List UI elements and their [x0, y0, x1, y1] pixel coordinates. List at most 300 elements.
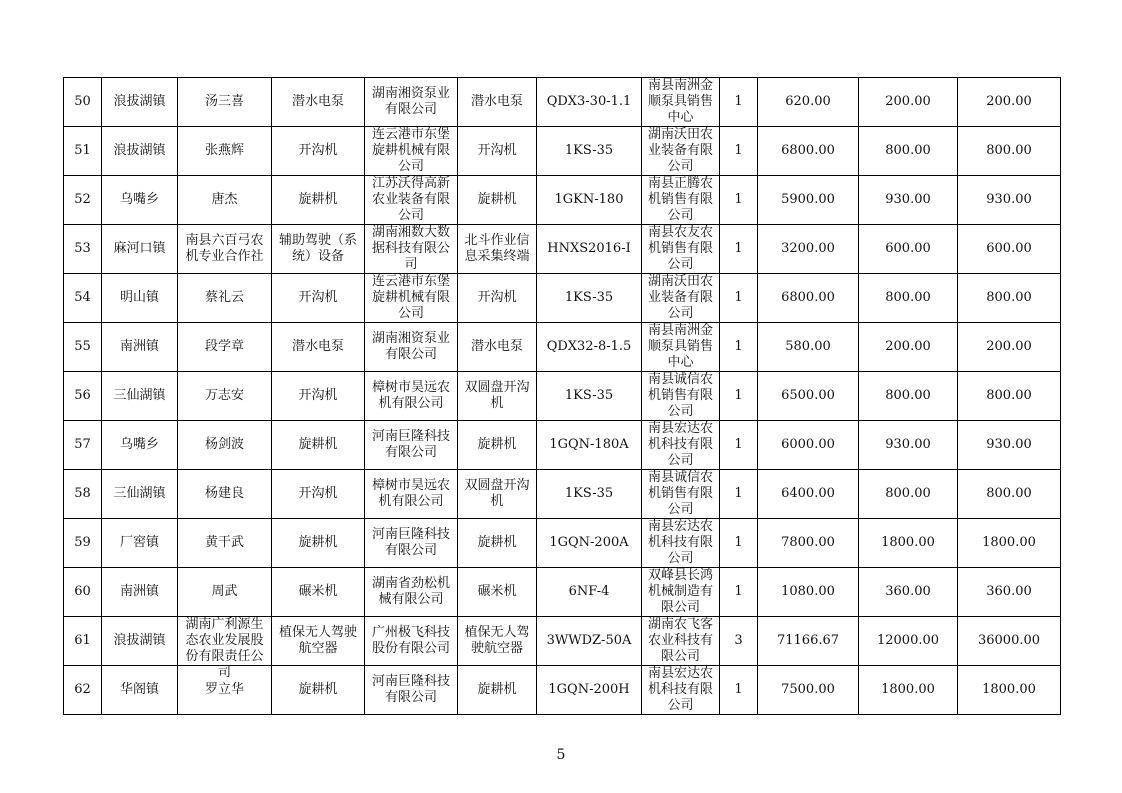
total-cell: [958, 470, 1061, 519]
town-cell-text: 明山镇: [119, 290, 159, 305]
maker-cell: [365, 519, 458, 568]
row-number: [64, 568, 102, 617]
price-cell: [758, 323, 859, 372]
product-cell-text: 潜水电泵: [470, 339, 523, 354]
buyer-cell: [178, 127, 272, 176]
product-cell-text: 开沟机: [477, 143, 517, 158]
table-row: [64, 519, 1061, 568]
dealer-cell: [642, 519, 720, 568]
subsidy-cell-text: 800.00: [885, 290, 931, 305]
row-number-text: 57: [74, 437, 91, 452]
model-cell-text: QDX3-30-1.1: [546, 94, 632, 109]
product-cell: [458, 519, 537, 568]
buyer-cell: [178, 421, 272, 470]
quantity-cell: [720, 617, 758, 666]
category-cell-text: 潜水电泵: [291, 339, 344, 354]
price-cell-text: 6000.00: [781, 437, 835, 452]
row-number: [64, 666, 102, 715]
buyer-cell: [178, 372, 272, 421]
category-cell: [272, 470, 365, 519]
dealer-cell-text: 湖南沃田农业装备有限公司: [647, 274, 713, 321]
dealer-cell-text: 南县宏达农机科技有限公司: [647, 666, 713, 713]
table-row: [64, 127, 1061, 176]
table-row: [64, 176, 1061, 225]
category-cell-text: 开沟机: [298, 388, 338, 403]
category-cell: [272, 519, 365, 568]
buyer-cell-text: 罗立华: [204, 682, 244, 697]
quantity-cell: [720, 372, 758, 421]
price-cell: [758, 274, 859, 323]
model-cell-text: 6NF-4: [568, 584, 610, 599]
total-cell-text: 1800.00: [982, 535, 1036, 550]
quantity-cell-text: 1: [734, 682, 743, 697]
dealer-cell: [642, 127, 720, 176]
category-cell-text: 旋耕机: [298, 437, 338, 452]
category-cell-text: 旋耕机: [298, 682, 338, 697]
total-cell-text: 800.00: [986, 143, 1032, 158]
row-number: [64, 127, 102, 176]
category-cell: [272, 127, 365, 176]
model-cell-text: 1GKN-180: [554, 192, 624, 207]
table-row: [64, 568, 1061, 617]
town-cell-text: 南洲镇: [119, 339, 159, 354]
row-number: [64, 470, 102, 519]
price-cell-text: 6800.00: [781, 290, 835, 305]
total-cell-text: 930.00: [986, 437, 1032, 452]
quantity-cell-text: 1: [734, 94, 743, 109]
product-cell: [458, 176, 537, 225]
maker-cell-text: 广州极飞科技股份有限公司: [371, 625, 450, 656]
quantity-cell: [720, 323, 758, 372]
price-cell: [758, 127, 859, 176]
buyer-cell: [178, 323, 272, 372]
quantity-cell-text: 1: [734, 486, 743, 501]
dealer-cell-text: 南县宏达农机科技有限公司: [647, 421, 713, 468]
product-cell: [458, 470, 537, 519]
dealer-cell: [642, 568, 720, 617]
price-cell: [758, 372, 859, 421]
subsidy-cell-text: 800.00: [885, 143, 931, 158]
model-cell-text: HNXS2016-I: [547, 241, 631, 256]
row-number: [64, 519, 102, 568]
total-cell-text: 1800.00: [982, 682, 1036, 697]
total-cell-text: 800.00: [986, 486, 1032, 501]
buyer-cell: [178, 274, 272, 323]
product-cell: [458, 127, 537, 176]
model-cell: [537, 666, 642, 715]
table-row: [64, 323, 1061, 372]
row-number-text: 53: [74, 241, 91, 256]
dealer-cell: [642, 617, 720, 666]
row-number-text: 55: [74, 339, 91, 354]
maker-cell-text: 樟树市昊远农机有限公司: [371, 478, 450, 509]
row-number: [64, 617, 102, 666]
table-row: [64, 78, 1061, 127]
town-cell-text: 华阁镇: [119, 682, 159, 697]
product-cell-text: 双圆盘开沟机: [464, 478, 530, 509]
total-cell-text: 600.00: [986, 241, 1032, 256]
price-cell-text: 71166.67: [776, 633, 840, 648]
dealer-cell-text: 南县南洲金顺泵具销售中心: [647, 78, 713, 125]
dealer-cell: [642, 78, 720, 127]
row-number: [64, 176, 102, 225]
product-cell-text: 旋耕机: [477, 437, 517, 452]
town-cell-text: 南洲镇: [119, 584, 159, 599]
buyer-cell-text: 南县六百弓农机专业合作社: [185, 233, 264, 264]
price-cell: [758, 421, 859, 470]
maker-cell-text: 连云港市东堡旋耕机械有限公司: [371, 274, 450, 321]
product-cell-text: 双圆盘开沟机: [464, 380, 530, 411]
buyer-cell-text: 张燕辉: [204, 143, 244, 158]
category-cell: [272, 274, 365, 323]
town-cell: [102, 274, 178, 323]
model-cell: [537, 225, 642, 274]
town-cell-text: 乌嘴乡: [119, 192, 159, 207]
price-cell: [758, 568, 859, 617]
quantity-cell-text: 1: [734, 241, 743, 256]
town-cell-text: 乌嘴乡: [119, 437, 159, 452]
quantity-cell-text: 3: [734, 633, 743, 648]
subsidy-cell: [859, 519, 958, 568]
dealer-cell-text: 湖南沃田农业装备有限公司: [647, 127, 713, 174]
model-cell: [537, 372, 642, 421]
category-cell-text: 开沟机: [298, 290, 338, 305]
maker-cell: [365, 617, 458, 666]
maker-cell-text: 湖南省劲松机械有限公司: [371, 576, 450, 607]
model-cell: [537, 78, 642, 127]
product-cell: [458, 78, 537, 127]
total-cell: [958, 78, 1061, 127]
maker-cell: [365, 372, 458, 421]
total-cell: [958, 519, 1061, 568]
row-number-text: 60: [74, 584, 91, 599]
quantity-cell-text: 1: [734, 339, 743, 354]
row-number-text: 54: [74, 290, 91, 305]
subsidy-cell-text: 800.00: [885, 388, 931, 403]
total-cell: [958, 568, 1061, 617]
row-number-text: 50: [74, 94, 91, 109]
maker-cell: [365, 274, 458, 323]
buyer-cell-text: 唐杰: [211, 192, 238, 207]
category-cell: [272, 421, 365, 470]
dealer-cell: [642, 666, 720, 715]
subsidy-cell: [859, 421, 958, 470]
total-cell-text: 36000.00: [977, 633, 1041, 648]
subsidy-cell-text: 800.00: [885, 486, 931, 501]
total-cell-text: 800.00: [986, 290, 1032, 305]
dealer-cell: [642, 470, 720, 519]
category-cell: [272, 617, 365, 666]
category-cell: [272, 225, 365, 274]
town-cell-text: 浪拔湖镇: [113, 143, 166, 158]
table-row: [64, 274, 1061, 323]
total-cell: [958, 421, 1061, 470]
row-number-text: 58: [74, 486, 91, 501]
model-cell-text: 3WWDZ-50A: [546, 633, 632, 648]
model-cell-text: QDX32-8-1.5: [546, 339, 632, 354]
total-cell-text: 200.00: [986, 94, 1032, 109]
model-cell: [537, 568, 642, 617]
total-cell: [958, 666, 1061, 715]
row-number: [64, 225, 102, 274]
total-cell: [958, 225, 1061, 274]
town-cell: [102, 666, 178, 715]
model-cell: [537, 421, 642, 470]
price-cell-text: 6500.00: [781, 388, 835, 403]
town-cell-text: 浪拔湖镇: [113, 94, 166, 109]
quantity-cell: [720, 519, 758, 568]
quantity-cell: [720, 274, 758, 323]
price-cell-text: 3200.00: [781, 241, 835, 256]
town-cell-text: 三仙湖镇: [113, 388, 166, 403]
row-number-text: 62: [74, 682, 91, 697]
dealer-cell: [642, 176, 720, 225]
product-cell-text: 植保无人驾驶航空器: [464, 625, 530, 656]
maker-cell: [365, 127, 458, 176]
town-cell: [102, 78, 178, 127]
row-number: [64, 372, 102, 421]
quantity-cell-text: 1: [734, 388, 743, 403]
total-cell-text: 360.00: [986, 584, 1032, 599]
maker-cell-text: 连云港市东堡旋耕机械有限公司: [371, 127, 450, 174]
category-cell-text: 旋耕机: [298, 192, 338, 207]
dealer-cell-text: 南县南洲金顺泵具销售中心: [647, 323, 713, 370]
buyer-cell-text: 杨剑波: [204, 437, 244, 452]
quantity-cell: [720, 127, 758, 176]
category-cell-text: 潜水电泵: [291, 94, 344, 109]
dealer-cell-text: 湖南农飞客农业科技有限公司: [647, 617, 713, 664]
total-cell: [958, 274, 1061, 323]
quantity-cell: [720, 225, 758, 274]
buyer-cell: [178, 519, 272, 568]
product-cell-text: 开沟机: [477, 290, 517, 305]
category-cell: [272, 372, 365, 421]
product-cell-text: 碾米机: [477, 584, 517, 599]
product-cell: [458, 372, 537, 421]
row-number-text: 52: [74, 192, 91, 207]
category-cell-text: 开沟机: [298, 486, 338, 501]
total-cell-text: 200.00: [986, 339, 1032, 354]
total-cell: [958, 617, 1061, 666]
maker-cell-text: 湖南湘资泵业有限公司: [371, 331, 450, 362]
row-number-text: 51: [74, 143, 91, 158]
dealer-cell-text: 南县正腾农机销售有限公司: [647, 176, 713, 223]
category-cell: [272, 568, 365, 617]
model-cell: [537, 323, 642, 372]
model-cell: [537, 176, 642, 225]
model-cell-text: 1KS-35: [564, 486, 614, 501]
total-cell: [958, 176, 1061, 225]
price-cell-text: 7800.00: [781, 535, 835, 550]
dealer-cell-text: 南县农友农机销售有限公司: [647, 225, 713, 272]
model-cell-text: 1GQN-180A: [549, 437, 629, 452]
total-cell: [958, 127, 1061, 176]
price-cell-text: 7500.00: [781, 682, 835, 697]
buyer-cell-text: 杨建良: [204, 486, 244, 501]
subsidy-cell-text: 930.00: [885, 192, 931, 207]
price-cell-text: 6400.00: [781, 486, 835, 501]
total-cell-text: 800.00: [986, 388, 1032, 403]
buyer-cell-text: 周武: [211, 584, 238, 599]
buyer-cell-text: 黄干武: [204, 535, 244, 550]
model-cell: [537, 617, 642, 666]
buyer-cell-text: 汤三喜: [204, 94, 244, 109]
row-number: [64, 421, 102, 470]
subsidy-cell: [859, 617, 958, 666]
product-cell: [458, 617, 537, 666]
maker-cell-text: 湖南湘数大数据科技有限公司: [371, 225, 450, 272]
subsidy-cell: [859, 176, 958, 225]
quantity-cell-text: 1: [734, 290, 743, 305]
subsidy-cell: [859, 323, 958, 372]
product-cell: [458, 274, 537, 323]
model-cell: [537, 470, 642, 519]
row-number-text: 59: [74, 535, 91, 550]
dealer-cell-text: 南县宏达农机科技有限公司: [647, 519, 713, 566]
total-cell-text: 930.00: [986, 192, 1032, 207]
buyer-cell: [178, 176, 272, 225]
town-cell: [102, 617, 178, 666]
town-cell: [102, 470, 178, 519]
buyer-cell: [178, 568, 272, 617]
product-cell: [458, 421, 537, 470]
price-cell: [758, 176, 859, 225]
buyer-cell-text: 段学章: [204, 339, 244, 354]
maker-cell: [365, 421, 458, 470]
row-number: [64, 274, 102, 323]
row-number-text: 56: [74, 388, 91, 403]
price-cell-text: 620.00: [785, 94, 831, 109]
subsidy-cell-text: 1800.00: [881, 535, 935, 550]
quantity-cell: [720, 176, 758, 225]
town-cell-text: 浪拔湖镇: [113, 633, 166, 648]
price-cell: [758, 78, 859, 127]
category-cell-text: 开沟机: [298, 143, 338, 158]
model-cell-text: 1KS-35: [564, 290, 614, 305]
price-cell: [758, 519, 859, 568]
town-cell: [102, 323, 178, 372]
subsidy-cell-text: 930.00: [885, 437, 931, 452]
subsidy-cell: [859, 78, 958, 127]
row-number-text: 61: [74, 633, 91, 648]
price-cell: [758, 666, 859, 715]
price-cell: [758, 225, 859, 274]
maker-cell-text: 江苏沃得高新农业装备有限公司: [371, 176, 450, 223]
subsidy-cell-text: 200.00: [885, 94, 931, 109]
maker-cell: [365, 225, 458, 274]
total-cell: [958, 372, 1061, 421]
model-cell-text: 1KS-35: [564, 143, 614, 158]
town-cell: [102, 519, 178, 568]
product-cell-text: 旋耕机: [477, 682, 517, 697]
row-number: [64, 78, 102, 127]
dealer-cell: [642, 421, 720, 470]
product-cell-text: 潜水电泵: [470, 94, 523, 109]
dealer-cell: [642, 274, 720, 323]
town-cell: [102, 372, 178, 421]
buyer-cell: [178, 617, 272, 680]
product-cell-text: 北斗作业信息采集终端: [464, 233, 530, 264]
product-cell: [458, 323, 537, 372]
price-cell-text: 5900.00: [781, 192, 835, 207]
quantity-cell-text: 1: [734, 584, 743, 599]
maker-cell: [365, 470, 458, 519]
total-cell: [958, 323, 1061, 372]
buyer-cell: [178, 78, 272, 127]
quantity-cell: [720, 78, 758, 127]
quantity-cell: [720, 568, 758, 617]
table-row: [64, 666, 1061, 715]
town-cell: [102, 421, 178, 470]
category-cell: [272, 176, 365, 225]
price-cell-text: 580.00: [785, 339, 831, 354]
subsidy-cell: [859, 470, 958, 519]
product-cell-text: 旋耕机: [477, 535, 517, 550]
model-cell-text: 1GQN-200A: [549, 535, 629, 550]
maker-cell: [365, 568, 458, 617]
maker-cell: [365, 666, 458, 715]
category-cell-text: 辅助驾驶（系统）设备: [278, 233, 357, 264]
category-cell-text: 植保无人驾驶航空器: [278, 625, 357, 656]
quantity-cell-text: 1: [734, 535, 743, 550]
model-cell: [537, 127, 642, 176]
town-cell: [102, 225, 178, 274]
subsidy-cell-text: 12000.00: [876, 633, 940, 648]
page-number: 5: [556, 747, 566, 763]
model-cell-text: 1KS-35: [564, 388, 614, 403]
model-cell: [537, 274, 642, 323]
table-row: [64, 470, 1061, 519]
town-cell: [102, 568, 178, 617]
subsidy-cell: [859, 127, 958, 176]
model-cell-text: 1GQN-200H: [548, 682, 630, 697]
table-body: [64, 78, 1061, 715]
maker-cell-text: 河南巨隆科技有限公司: [371, 527, 450, 558]
row-number: [64, 323, 102, 372]
quantity-cell-text: 1: [734, 437, 743, 452]
product-cell: [458, 666, 537, 715]
buyer-cell: [178, 225, 272, 274]
subsidy-cell-text: 1800.00: [881, 682, 935, 697]
subsidy-cell: [859, 274, 958, 323]
town-cell-text: 三仙湖镇: [113, 486, 166, 501]
subsidy-cell: [859, 568, 958, 617]
buyer-cell: [178, 470, 272, 519]
dealer-cell: [642, 225, 720, 274]
town-cell: [102, 176, 178, 225]
maker-cell: [365, 323, 458, 372]
table-row: [64, 372, 1061, 421]
price-cell-text: 6800.00: [781, 143, 835, 158]
subsidy-cell: [859, 372, 958, 421]
category-cell: [272, 666, 365, 715]
price-cell-text: 1080.00: [781, 584, 835, 599]
town-cell-text: 麻河口镇: [113, 241, 166, 256]
table-row: [64, 421, 1061, 470]
subsidy-cell-text: 600.00: [885, 241, 931, 256]
buyer-cell-text: 蔡礼云: [204, 290, 244, 305]
dealer-cell: [642, 372, 720, 421]
subsidy-table: [63, 77, 1061, 715]
quantity-cell-text: 1: [734, 192, 743, 207]
maker-cell: [365, 78, 458, 127]
category-cell-text: 碾米机: [298, 584, 338, 599]
price-cell: [758, 617, 859, 666]
dealer-cell: [642, 323, 720, 372]
buyer-cell-text: 万志安: [204, 388, 244, 403]
maker-cell-text: 河南巨隆科技有限公司: [371, 674, 450, 705]
quantity-cell: [720, 421, 758, 470]
